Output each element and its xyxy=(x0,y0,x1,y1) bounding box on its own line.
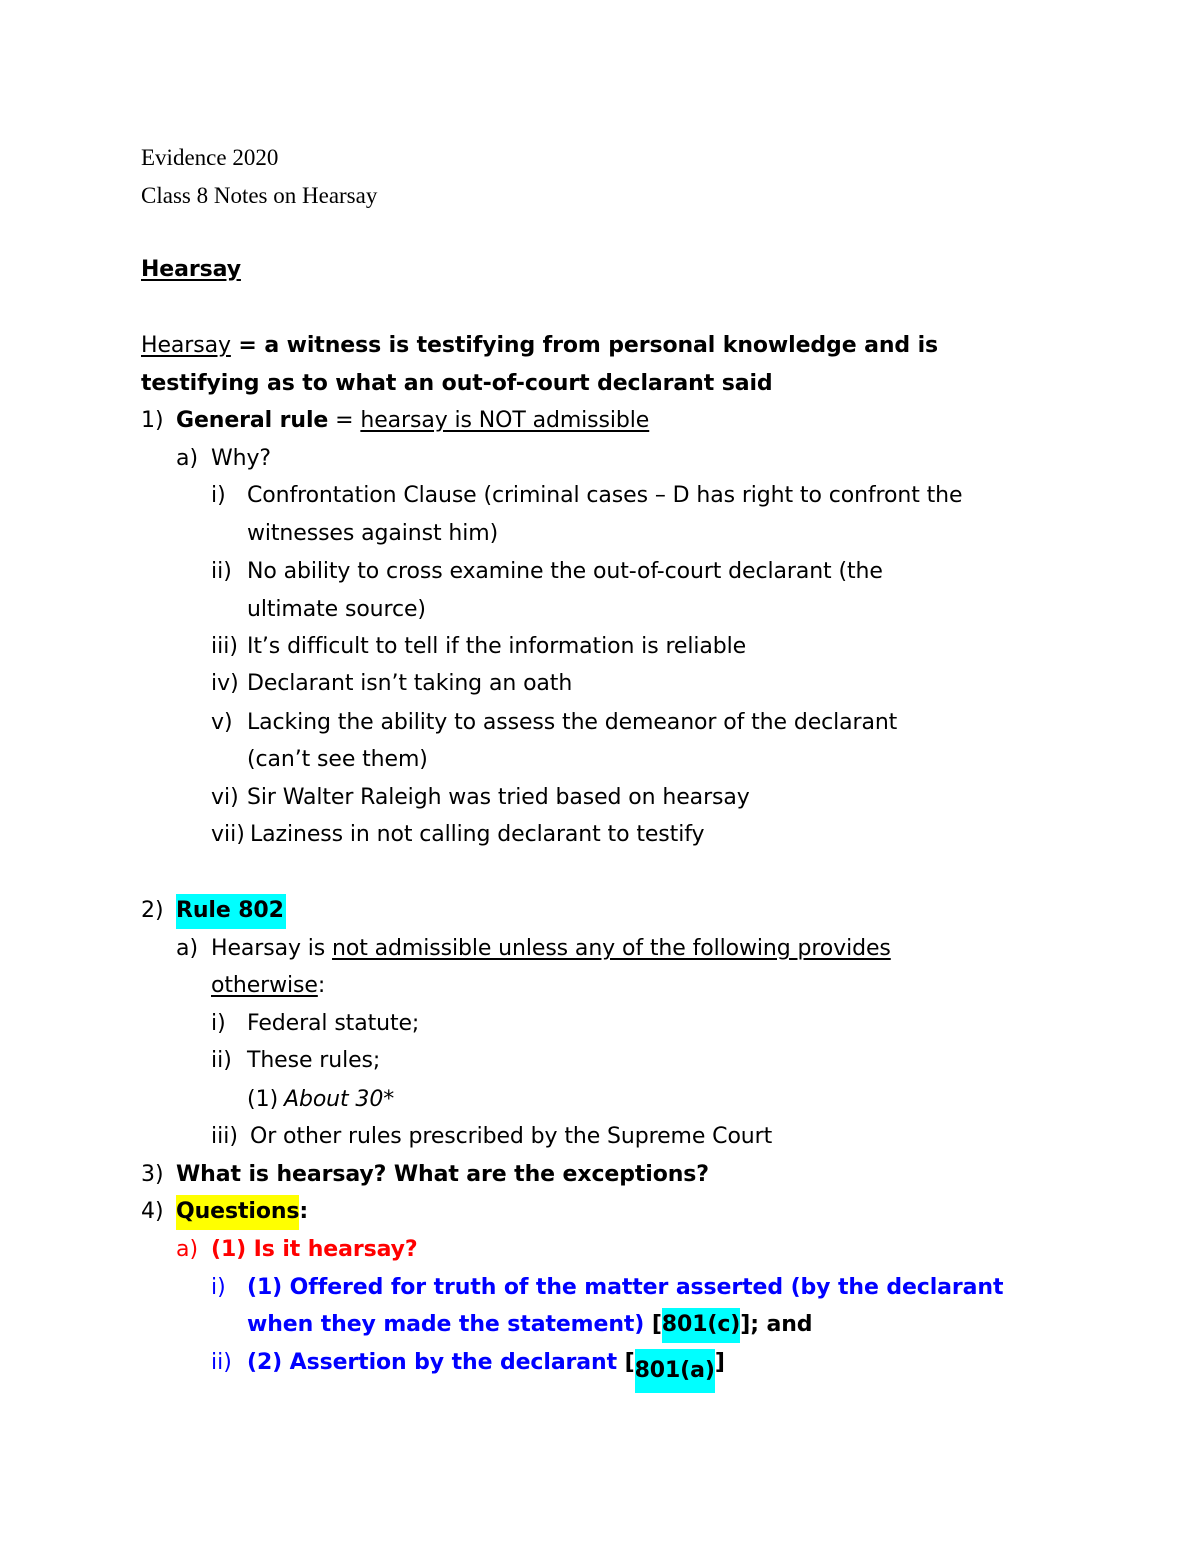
reason-number: vii) xyxy=(211,822,245,847)
reason-text: No ability to cross examine the out-of-court declarant (the xyxy=(247,559,883,584)
item1-label: General rule xyxy=(176,408,329,433)
item4i-text: (1) Offered for truth of the matter asserted (by the declarant xyxy=(247,1275,1004,1300)
reason-number: iii) xyxy=(211,634,238,659)
reason-text: Sir Walter Raleigh was tried based on hearsay xyxy=(247,785,750,810)
item4ii-text-main: (2) Assertion by the declarant xyxy=(247,1350,618,1375)
item3-text: What is hearsay? What are the exceptions? xyxy=(176,1162,709,1187)
item1a-number: a) xyxy=(176,446,199,471)
item2a-underlined: not admissible unless any of the following provides xyxy=(332,936,891,961)
questions-highlight: Questions xyxy=(176,1195,299,1230)
item2-label xyxy=(176,896,286,926)
definition-line1 xyxy=(141,331,938,361)
class-notes-title: Class 8 Notes on Hearsay xyxy=(141,183,378,208)
item2-sub-text: These rules; xyxy=(247,1048,381,1073)
reason-text: Lacking the ability to assess the demeanor of the declarant xyxy=(247,710,898,735)
reason-text: witnesses against him) xyxy=(247,521,499,546)
definition-text-1: = a witness is testifying from personal knowledge and is xyxy=(230,333,939,358)
item1-number: 1) xyxy=(141,408,164,433)
item2-sub-text: Federal statute; xyxy=(247,1011,420,1036)
item4ii-text: (2) Assertion by the declarant [801(a)] xyxy=(247,1348,725,1393)
item4a-number: a) xyxy=(176,1237,199,1262)
course-title: Evidence 2020 xyxy=(141,145,279,170)
item1-text xyxy=(176,406,649,436)
item1a-text: Why? xyxy=(211,446,271,471)
item2a-prefix: Hearsay is xyxy=(211,936,333,961)
ref-801c-highlight: 801(c) xyxy=(662,1308,740,1343)
item2-number: 2) xyxy=(141,898,164,923)
item4-colon: : xyxy=(299,1199,309,1224)
definition-term: Hearsay xyxy=(141,333,231,358)
item1-eq: = xyxy=(328,408,361,433)
item2-sub-text: Or other rules prescribed by the Supreme Court xyxy=(250,1124,773,1149)
item2-sub-number: ii) xyxy=(211,1048,232,1073)
reason-number: v) xyxy=(211,710,233,735)
reason-text: It’s difficult to tell if the information is reliable xyxy=(247,634,747,659)
item2a-text xyxy=(211,934,891,964)
item4i-number: i) xyxy=(211,1275,226,1300)
section-title: Hearsay xyxy=(141,257,241,282)
item1-rule: hearsay is NOT admissible xyxy=(360,408,650,433)
item2-subsub-number: (1) xyxy=(247,1087,279,1112)
item4i-text-cont: when they made the statement) [801(c)]; and xyxy=(247,1310,812,1340)
rule-802-highlight: Rule 802 xyxy=(176,894,286,929)
ref-801a-highlight: 801(a) xyxy=(635,1349,715,1393)
item4i-suffix: ; and xyxy=(750,1312,813,1337)
reason-number: i) xyxy=(211,483,226,508)
item2a-text-cont xyxy=(211,971,325,1001)
item2-subsub-text: About 30* xyxy=(284,1087,395,1112)
item2-sub-number: iii) xyxy=(211,1124,238,1149)
item2a-suffix: : xyxy=(317,973,326,998)
item2-sub-number: i) xyxy=(211,1011,226,1036)
item4i-text-2: when they made the statement) xyxy=(247,1312,645,1337)
item4ii-number: ii) xyxy=(211,1350,232,1375)
reason-text: Confrontation Clause (criminal cases – D has right to confront the xyxy=(247,483,963,508)
item2a-underlined-2: otherwise xyxy=(211,973,318,998)
definition-line2: testifying as to what an out-of-court declarant said xyxy=(141,371,773,396)
reason-number: vi) xyxy=(211,785,239,810)
item3-number: 3) xyxy=(141,1162,164,1187)
item4-text xyxy=(176,1197,308,1227)
reason-number: ii) xyxy=(211,559,232,584)
reason-text: Laziness in not calling declarant to testify xyxy=(250,822,705,847)
item2a-number: a) xyxy=(176,936,199,961)
reason-text: Declarant isn’t taking an oath xyxy=(247,671,573,696)
reason-number: iv) xyxy=(211,671,239,696)
item4a-text: (1) Is it hearsay? xyxy=(211,1237,418,1262)
reason-text: (can’t see them) xyxy=(247,747,428,772)
item4-number: 4) xyxy=(141,1199,164,1224)
reason-text: ultimate source) xyxy=(247,597,426,622)
